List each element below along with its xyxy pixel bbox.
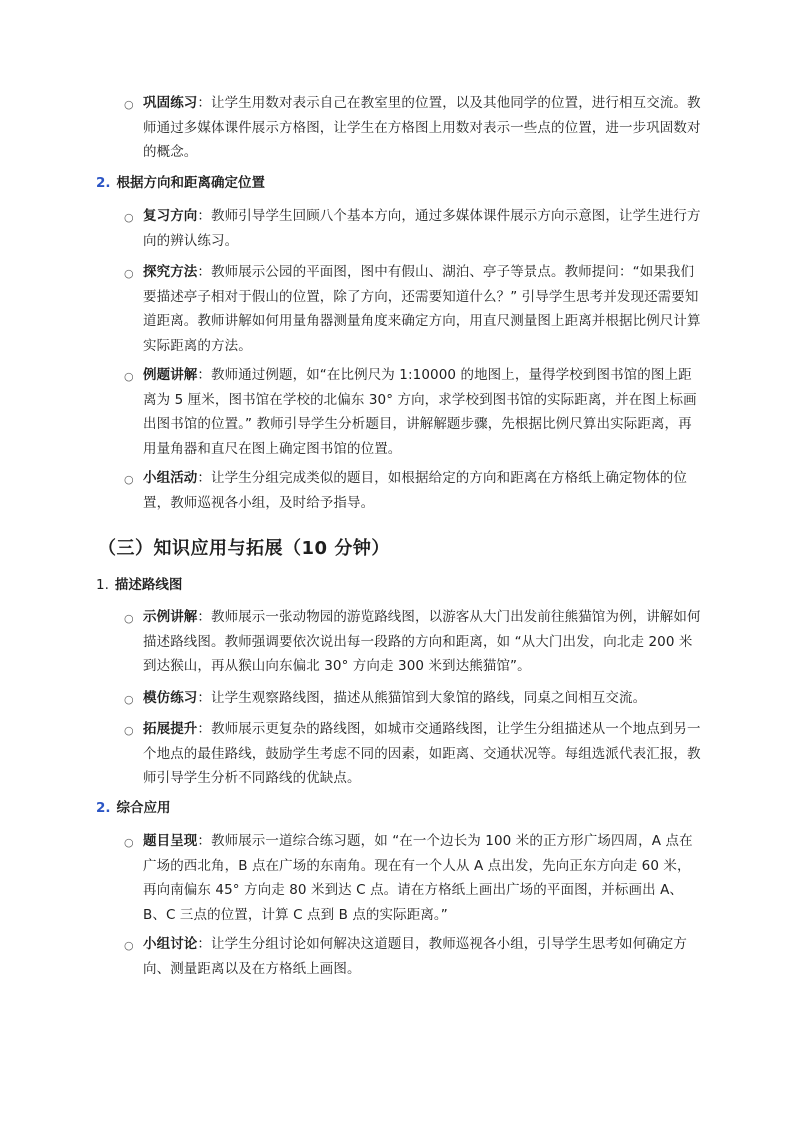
list-item-lead: 拓展提升 [143, 721, 198, 737]
bullet-circle-icon: ○ [124, 612, 134, 625]
list-item-lead: 示例讲解 [143, 609, 198, 625]
bullet-circle-icon: ○ [124, 473, 134, 486]
list-item-lead: 模仿练习 [143, 690, 198, 706]
list-item-body: ：教师展示一张动物园的游览路线图，以游客从大门出发前往熊猫馆为例，讲解如何描述路线图。教师强调要依次说出每一段路的方向和距离，如 “从大门出发，向北走 200 米到达猴山，再从猴山向东偏北 30° 方向走 300 米到达熊猫馆”。 [143, 609, 701, 674]
list-item-lead: 巩固练习 [143, 95, 198, 111]
list-item-body: ：教师展示一道综合练习题，如 “在一个边长为 100 米的正方形广场四周，A 点在广场的西北角，B 点在广场的东南角。现在有一个人从 A 点出发，先向正东方向走 60 米，再向南偏东 45° 方向走 80 米到达 C 点。请在方格纸上画出广场的平面图，并标画出 A、B、C 三点的位置，计算 C 点到 B 点的实际距离。” [143, 833, 693, 923]
list-item-lead: 探究方法 [143, 264, 198, 280]
list-item-body: ：教师展示公园的平面图，图中有假山、湖泊、亭子等景点。教师提问：“如果我们要描述亭子相对于假山的位置，除了方向，还需要知道什么？” 引导学生思考并发现还需要知道距离。教师讲解如何用量角器测量角度来确定方向，用直尺测量图上距离并根据比例尺计算实际距离的方法。 [143, 264, 701, 354]
list-item-text [143, 686, 703, 711]
list-item-body: ：让学生用数对表示自己在教室里的位置，以及其他同学的位置，进行相互交流。教师通过多媒体课件展示方格图，让学生在方格图上用数对表示一些点的位置，进一步巩固数对的概念。 [143, 95, 701, 160]
list-item-body: ：教师引导学生回顾八个基本方向，通过多媒体课件展示方向示意图，让学生进行方向的辨认练习。 [143, 208, 701, 249]
heading-number: 1. [96, 577, 109, 593]
heading-title: 根据方向和距离确定位置 [116, 175, 266, 191]
list-item-text [143, 204, 703, 253]
list-item-lead: 题目呈现 [143, 833, 198, 849]
list-item-text [143, 605, 703, 679]
bullet-circle-icon: ○ [124, 724, 134, 737]
list-item-text [143, 363, 703, 461]
list-item-lead: 例题讲解 [143, 367, 198, 383]
list-item-body: ：教师展示更复杂的路线图，如城市交通路线图，让学生分组描述从一个地点到另一个地点的最佳路线，鼓励学生考虑不同的因素，如距离、交通状况等。每组选派代表汇报，教师引导学生分析不同路线的优缺点。 [143, 721, 701, 786]
list-item-body: ：让学生观察路线图，描述从熊猫馆到大象馆的路线，同桌之间相互交流。 [197, 690, 647, 706]
subheading-comprehensive-application [96, 796, 171, 820]
list-item-text [143, 932, 703, 981]
list-item-lead: 小组讨论 [143, 936, 198, 952]
list-item-text [143, 717, 703, 791]
heading-number: 2. [96, 175, 111, 191]
bullet-circle-icon: ○ [124, 693, 134, 706]
list-item-text [143, 829, 703, 927]
bullet-circle-icon: ○ [124, 370, 134, 383]
section-heading-application: （三）知识应用与拓展（10 分钟） [98, 538, 390, 559]
list-item-body: ：教师通过例题，如“在比例尺为 1:10000 的地图上，量得学校到图书馆的图上距离为 5 厘米，图书馆在学校的北偏东 30° 方向，求学校到图书馆的实际距离，并在图上标画出图书馆的位置。” 教师引导学生分析题目，讲解解题步骤，先根据比例尺算出实际距离，再用量角器和直尺在图上确定图书馆的位置。 [143, 367, 697, 457]
list-item-text [143, 260, 703, 358]
list-item-lead: 复习方向 [143, 208, 198, 224]
bullet-circle-icon: ○ [124, 939, 134, 952]
subheading-direction-distance [96, 171, 265, 195]
list-item-text [143, 466, 703, 515]
bullet-circle-icon: ○ [124, 98, 134, 111]
bullet-circle-icon: ○ [124, 267, 134, 280]
heading-number: 2. [96, 800, 111, 816]
list-item-text [143, 91, 703, 165]
heading-title: 描述路线图 [114, 577, 183, 593]
subheading-route-description [96, 573, 182, 597]
list-item-body: ：让学生分组完成类似的题目，如根据给定的方向和距离在方格纸上确定物体的位置，教师巡视各小组，及时给予指导。 [143, 470, 688, 511]
list-item-lead: 小组活动 [143, 470, 198, 486]
list-item-body: ：让学生分组讨论如何解决这道题目，教师巡视各小组，引导学生思考如何确定方向、测量距离以及在方格纸上画图。 [143, 936, 688, 977]
bullet-circle-icon: ○ [124, 211, 134, 224]
bullet-circle-icon: ○ [124, 836, 134, 849]
heading-title: 综合应用 [116, 800, 171, 816]
